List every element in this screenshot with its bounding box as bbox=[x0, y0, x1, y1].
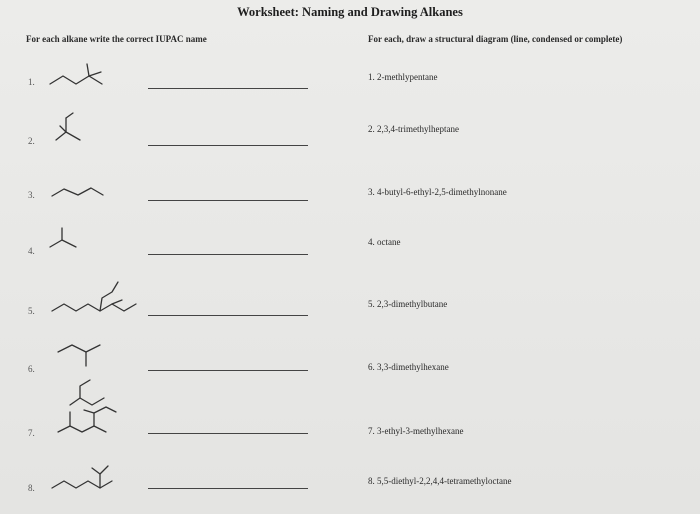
structure-2-branch-b bbox=[66, 113, 73, 118]
worksheet-title: Worksheet: Naming and Drawing Alkanes bbox=[237, 5, 463, 19]
structure-7 bbox=[58, 426, 106, 432]
answer-line-8[interactable] bbox=[148, 488, 308, 489]
draw-item-3: 3. 4-butyl-6-ethyl-2,5-dimethylnonane bbox=[368, 187, 507, 197]
draw-item-4: 4. octane bbox=[368, 237, 401, 247]
question-number-2: 2. bbox=[28, 136, 35, 146]
structure-7-branch-d bbox=[70, 398, 104, 405]
left-column-header: For each alkane write the correct IUPAC name bbox=[26, 34, 207, 44]
structure-5-branch-a bbox=[100, 282, 118, 311]
structure-2 bbox=[56, 132, 80, 140]
question-number-3: 3. bbox=[28, 190, 35, 200]
structure-8-branch-a bbox=[100, 466, 108, 488]
question-number-8: 8. bbox=[28, 483, 35, 493]
right-column-header: For each, draw a structural diagram (line, condensed or complete) bbox=[368, 34, 623, 44]
answer-line-7[interactable] bbox=[148, 433, 308, 434]
answer-line-5[interactable] bbox=[148, 315, 308, 316]
structure-1-branch-b bbox=[89, 72, 101, 76]
answer-line-3[interactable] bbox=[148, 200, 308, 201]
draw-item-1: 1. 2-methlypentane bbox=[368, 72, 438, 82]
structure-7-branch-e bbox=[80, 380, 90, 398]
question-number-1: 1. bbox=[28, 77, 35, 87]
structure-3 bbox=[52, 188, 103, 196]
answer-line-2[interactable] bbox=[148, 145, 308, 146]
structure-2-branch-c bbox=[60, 126, 66, 132]
structure-8 bbox=[52, 481, 112, 488]
draw-item-2: 2. 2,3,4-trimethylheptane bbox=[368, 124, 459, 134]
answer-line-4[interactable] bbox=[148, 254, 308, 255]
structure-7-branch-a bbox=[94, 407, 116, 426]
draw-item-7: 7. 3-ethyl-3-methylhexane bbox=[368, 426, 464, 436]
question-number-6: 6. bbox=[28, 364, 35, 374]
structure-5 bbox=[52, 304, 136, 311]
answer-line-6[interactable] bbox=[148, 370, 308, 371]
draw-item-6: 6. 3,3-dimethylhexane bbox=[368, 362, 449, 372]
question-number-4: 4. bbox=[28, 246, 35, 256]
structure-6 bbox=[58, 345, 100, 352]
question-number-7: 7. bbox=[28, 428, 35, 438]
structure-1 bbox=[50, 76, 102, 84]
structure-7-branch-b bbox=[84, 410, 94, 413]
question-number-5: 5. bbox=[28, 306, 35, 316]
draw-item-8: 8. 5,5-diethyl-2,2,4,4-tetramethyloctane bbox=[368, 476, 512, 486]
answer-line-1[interactable] bbox=[148, 88, 308, 89]
structure-4 bbox=[50, 240, 76, 247]
structure-8-branch-b bbox=[92, 468, 100, 474]
structure-1-branch-a bbox=[87, 64, 89, 76]
structure-5-branch-b bbox=[112, 300, 122, 304]
draw-item-5: 5. 2,3-dimethylbutane bbox=[368, 299, 448, 309]
